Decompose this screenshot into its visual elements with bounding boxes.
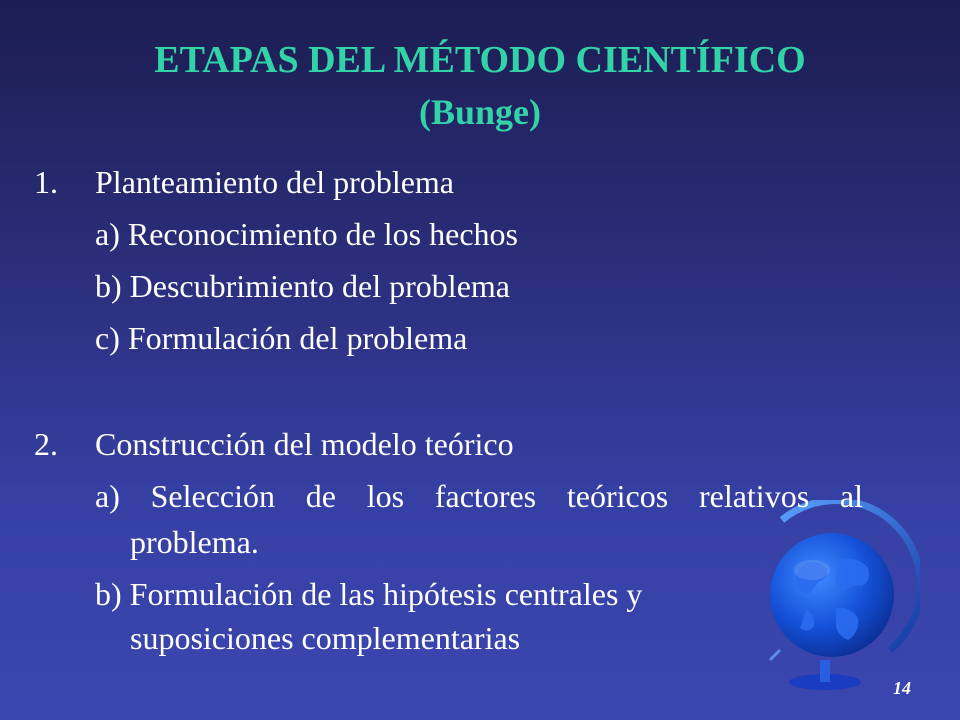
list-item: a) Selección de los factores teóricos relativos al [95,478,863,514]
slide-subtitle: (Bunge) [418,92,541,132]
section-heading: Planteamiento del problema [95,164,454,200]
section-number: 2. [34,426,58,462]
slide-title: ETAPAS DEL MÉTODO CIENTÍFICO [154,39,806,81]
section-heading: Construcción del modelo teórico [95,426,514,462]
slide-number: 14 [893,678,911,698]
section-number: 1. [34,164,58,200]
slide-content: ETAPAS DEL MÉTODO CIENTÍFICO (Bunge) 1. Planteamiento del problema a) Reconocimiento de los hechos b) Descubrimiento del problema c) Formulación del problema 2. Construcción del modelo teórico a) Selección de los factores teóricos relativos al problema. b) Formulación de las hipótesis centrales y suposiciones complementarias [0,0,960,720]
